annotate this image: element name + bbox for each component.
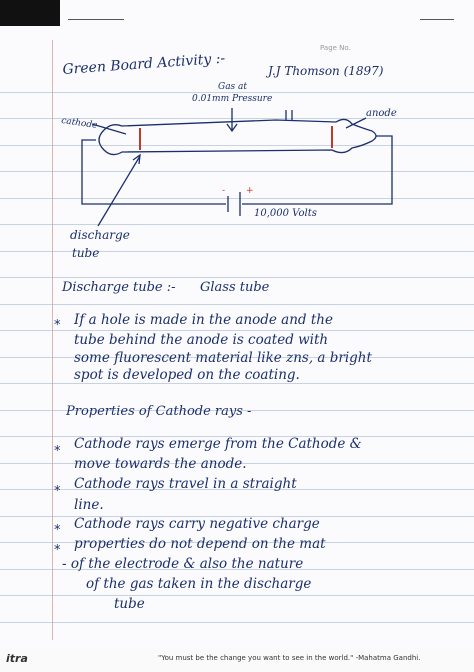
- property-line-6: properties do not depend on the mat: [74, 536, 326, 552]
- bullet-star: *: [54, 318, 61, 333]
- property-line-7: - of the electrode & also the nature: [62, 556, 304, 572]
- discharge-line-3: some fluorescent material like zns, a bright: [74, 350, 372, 366]
- discharge-label-line2: tube: [72, 246, 100, 260]
- property-line-1: Cathode rays emerge from the Cathode &: [74, 436, 362, 452]
- bullet-star: *: [54, 484, 61, 499]
- footer-quote: "You must be the change you want to see in the world." -Mahatma Gandhi.: [158, 654, 421, 662]
- discharge-line-2: tube behind the anode is coated with: [74, 332, 329, 348]
- property-line-3: Cathode rays travel in a straight: [74, 476, 297, 492]
- property-line-8: of the gas taken in the discharge: [86, 576, 312, 592]
- gas-arrow: [227, 108, 237, 131]
- discharge-label-line1: discharge: [70, 228, 130, 242]
- property-line-5: Cathode rays carry negative charge: [74, 516, 320, 532]
- author-label: J.J Thomson (1897): [268, 64, 384, 78]
- plus-sign: +: [246, 186, 254, 196]
- property-line-9: tube: [114, 596, 145, 612]
- property-line-4: line.: [74, 497, 104, 513]
- activity-title: Green Board Activity :-: [62, 50, 226, 78]
- bullet-star: *: [54, 523, 61, 538]
- battery-symbol: [228, 192, 240, 216]
- cathode-label: cathode: [60, 116, 98, 131]
- anode-label: anode: [366, 108, 397, 119]
- brand-logo: itra: [6, 652, 28, 665]
- notebook-footer: [0, 648, 474, 672]
- voltage-label: 10,000 Volts: [254, 208, 317, 219]
- properties-heading: Properties of Cathode rays -: [66, 404, 252, 419]
- discharge-line-4: spot is developed on the coating.: [74, 367, 300, 383]
- anode-arrow: [346, 118, 366, 128]
- gas-label-line1: Gas at: [218, 82, 248, 92]
- discharge-heading: Discharge tube :-: [62, 280, 176, 295]
- bullet-star: *: [54, 444, 61, 459]
- discharge-value: Glass tube: [200, 280, 270, 295]
- discharge-line-1: If a hole is made in the anode and the: [74, 312, 333, 328]
- page-no-label: Page No.: [320, 44, 351, 52]
- minus-sign: -: [222, 186, 226, 196]
- gas-label-line2: 0.01mm Pressure: [192, 94, 273, 104]
- discharge-arrow: [98, 155, 140, 226]
- circuit-wire: [242, 136, 392, 204]
- property-line-2: move towards the anode.: [74, 456, 247, 472]
- bullet-star: *: [54, 543, 61, 558]
- gas-inlet: [286, 110, 292, 120]
